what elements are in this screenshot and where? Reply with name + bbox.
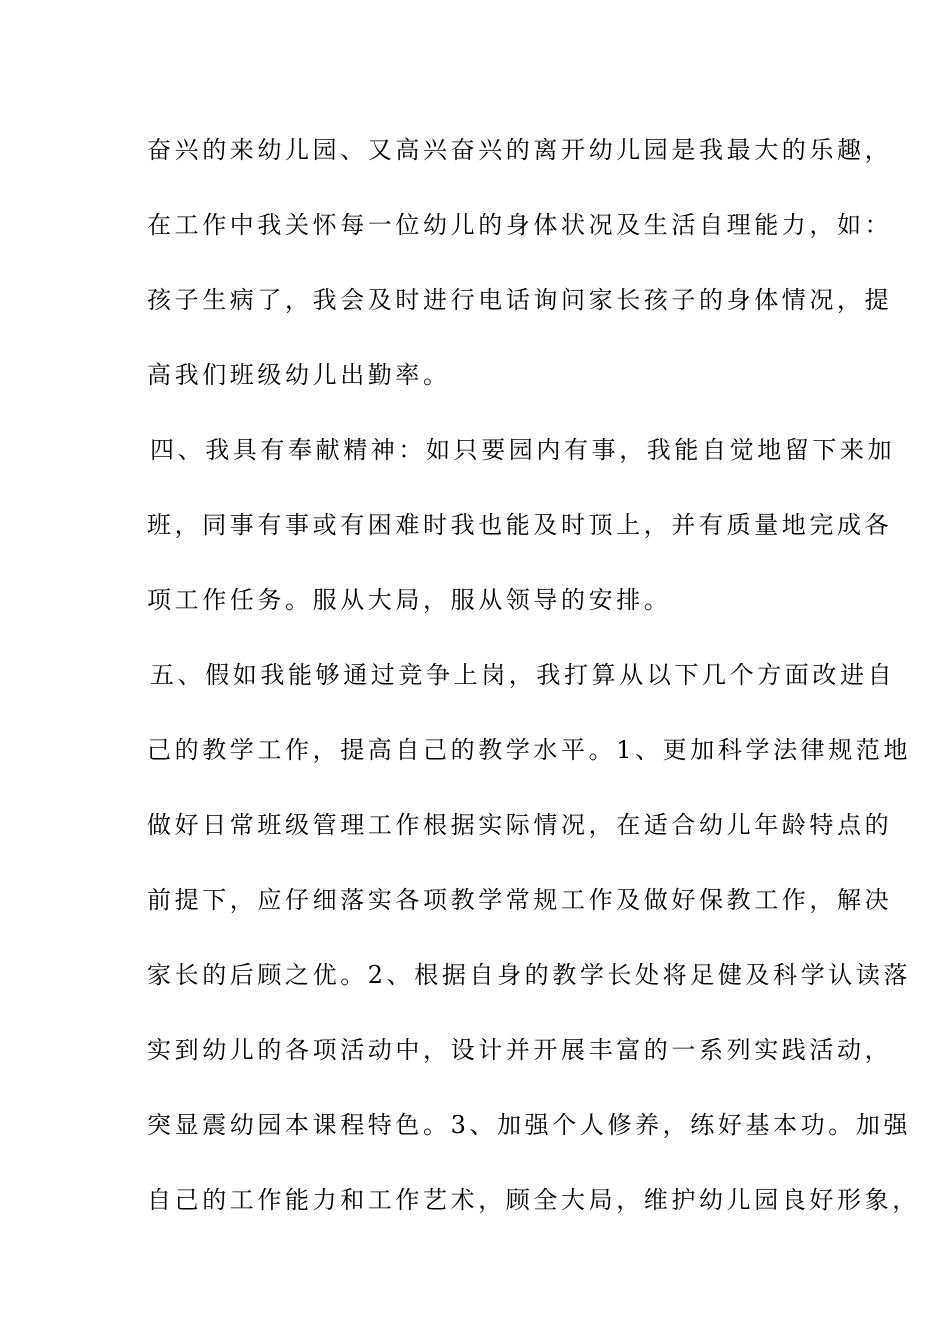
text-line: 五、假如我能够通过竞争上岗，我打算从以下几个方面改进自 bbox=[150, 661, 896, 689]
text-line: 自己的工作能力和工作艺术，顾全大局，维护幼儿园良好形象， bbox=[147, 1186, 920, 1214]
text-line: 孩子生病了，我会及时进行电话询问家长孩子的身体情况，提 bbox=[147, 286, 893, 314]
text-line: 奋兴的来幼儿园、又高兴奋兴的离开幼儿园是我最大的乐趣， bbox=[147, 136, 893, 164]
text-line: 实到幼儿的各项活动中，设计并开展丰富的一系列实践活动， bbox=[147, 1036, 893, 1064]
text-line: 突显震幼园本课程特色。3、加强个人修养，练好基本功。加强 bbox=[147, 1111, 912, 1139]
text-line: 项工作任务。服从大局，服从领导的安排。 bbox=[147, 586, 672, 614]
text-line: 家长的后顾之优。2、根据自身的教学长处将足健及科学认读落 bbox=[147, 961, 912, 989]
text-line: 己的教学工作，提高自己的教学水平。1、更加科学法律规范地 bbox=[147, 736, 912, 764]
text-line: 四、我具有奉献精神：如只要园内有事，我能自觉地留下来加 bbox=[150, 436, 896, 464]
text-line: 班，同事有事或有困难时我也能及时顶上，并有质量地完成各 bbox=[147, 511, 893, 539]
text-line: 高我们班级幼儿出勤率。 bbox=[147, 361, 451, 389]
text-line: 前提下，应仔细落实各项教学常规工作及做好保教工作，解决 bbox=[147, 886, 893, 914]
text-line: 做好日常班级管理工作根据实际情况，在适合幼儿年龄特点的 bbox=[147, 811, 893, 839]
text-line: 在工作中我关怀每一位幼儿的身体状况及生活自理能力，如： bbox=[147, 211, 893, 239]
